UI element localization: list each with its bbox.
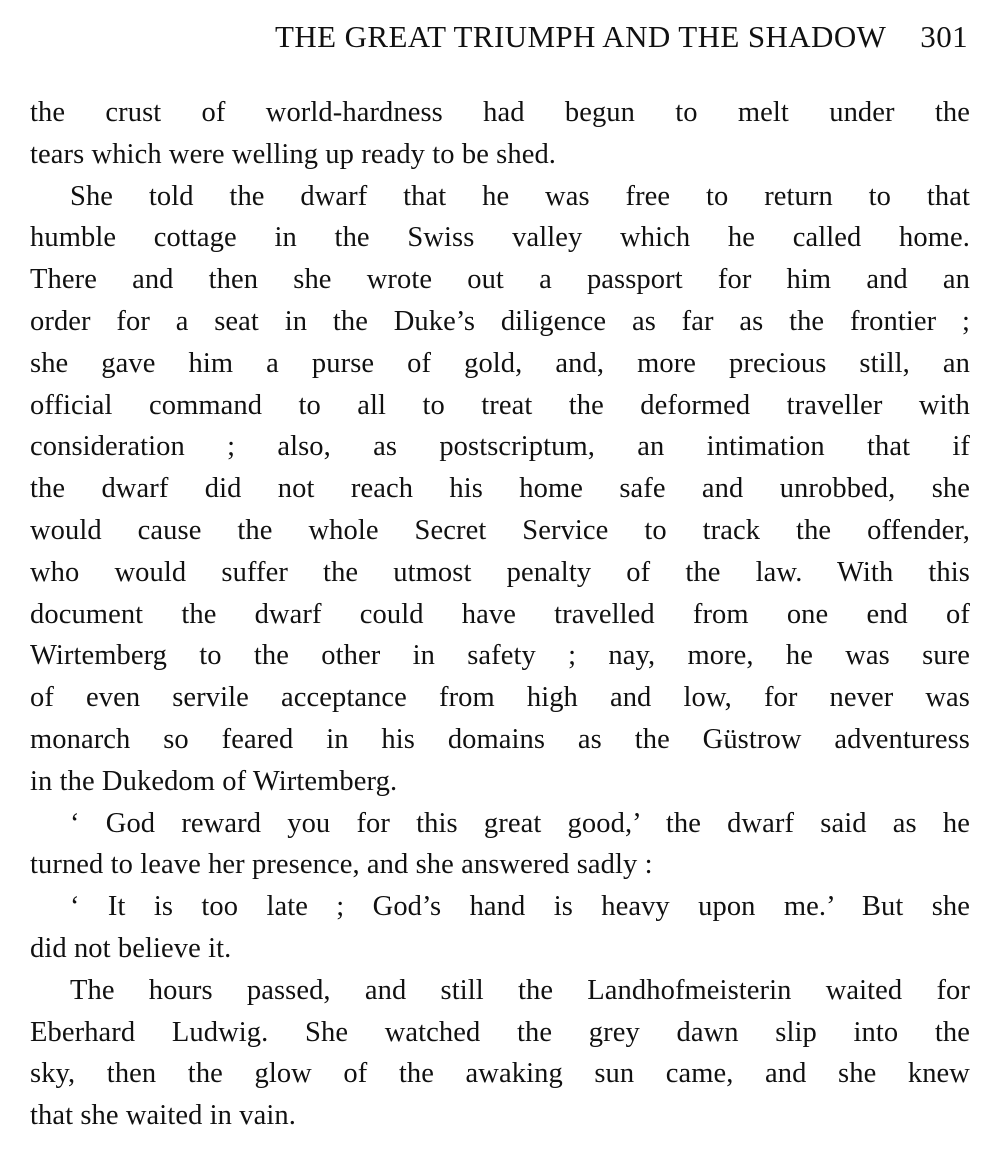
text-line: sky, then the glow of the awaking sun came, and she knew	[30, 1058, 970, 1090]
text-line: ‘ God reward you for this great good,’ the dwarf said as he	[70, 807, 970, 839]
page-number: 301	[920, 19, 968, 54]
paragraph	[30, 92, 970, 176]
text-line: order for a seat in the Duke’s diligence as far as the frontier ;	[30, 305, 970, 337]
text-line: in the Dukedom of Wirtemberg.	[30, 765, 398, 797]
text-line: The hours passed, and still the Landhofmeisterin waited for	[70, 974, 970, 1006]
paragraph	[30, 886, 970, 970]
running-head	[30, 14, 970, 60]
text-line: of even servile acceptance from high and low, for never was	[30, 682, 970, 714]
paragraph	[30, 176, 970, 803]
text-line: did not believe it.	[30, 932, 232, 964]
text-line: humble cottage in the Swiss valley which he called home.	[30, 222, 970, 254]
text-line: Eberhard Ludwig. She watched the grey dawn slip into the	[30, 1016, 970, 1048]
text-line: She told the dwarf that he was free to return to that	[70, 180, 970, 212]
text-line: who would suffer the utmost penalty of the law. With this	[30, 556, 970, 588]
text-line: she gave him a purse of gold, and, more precious still, an	[30, 347, 970, 379]
text-line: turned to leave her presence, and she answered sadly :	[30, 849, 653, 881]
running-head-title: THE GREAT TRIUMPH AND THE SHADOW	[275, 19, 887, 54]
text-line: document the dwarf could have travelled from one end of	[30, 598, 970, 630]
text-line: official command to all to treat the deformed traveller with	[30, 389, 970, 421]
book-page	[30, 14, 970, 1137]
text-line: Wirtemberg to the other in safety ; nay, more, he was sure	[30, 640, 970, 672]
text-line: ‘ It is too late ; God’s hand is heavy upon me.’ But she	[70, 891, 970, 923]
text-line: that she waited in vain.	[30, 1100, 296, 1132]
text-line: would cause the whole Secret Service to track the offender,	[30, 514, 970, 546]
text-line: the dwarf did not reach his home safe and unrobbed, she	[30, 473, 970, 505]
text-line: There and then she wrote out a passport for him and an	[30, 264, 970, 296]
body-text	[30, 92, 970, 1137]
text-line: monarch so feared in his domains as the Güstrow adventuress	[30, 723, 970, 755]
paragraph	[30, 803, 970, 887]
text-line: consideration ; also, as postscriptum, an intimation that if	[30, 431, 970, 463]
text-line: the crust of world-hardness had begun to melt under the	[30, 97, 970, 128]
text-line: tears which were welling up ready to be shed.	[30, 138, 557, 170]
paragraph	[30, 970, 970, 1137]
